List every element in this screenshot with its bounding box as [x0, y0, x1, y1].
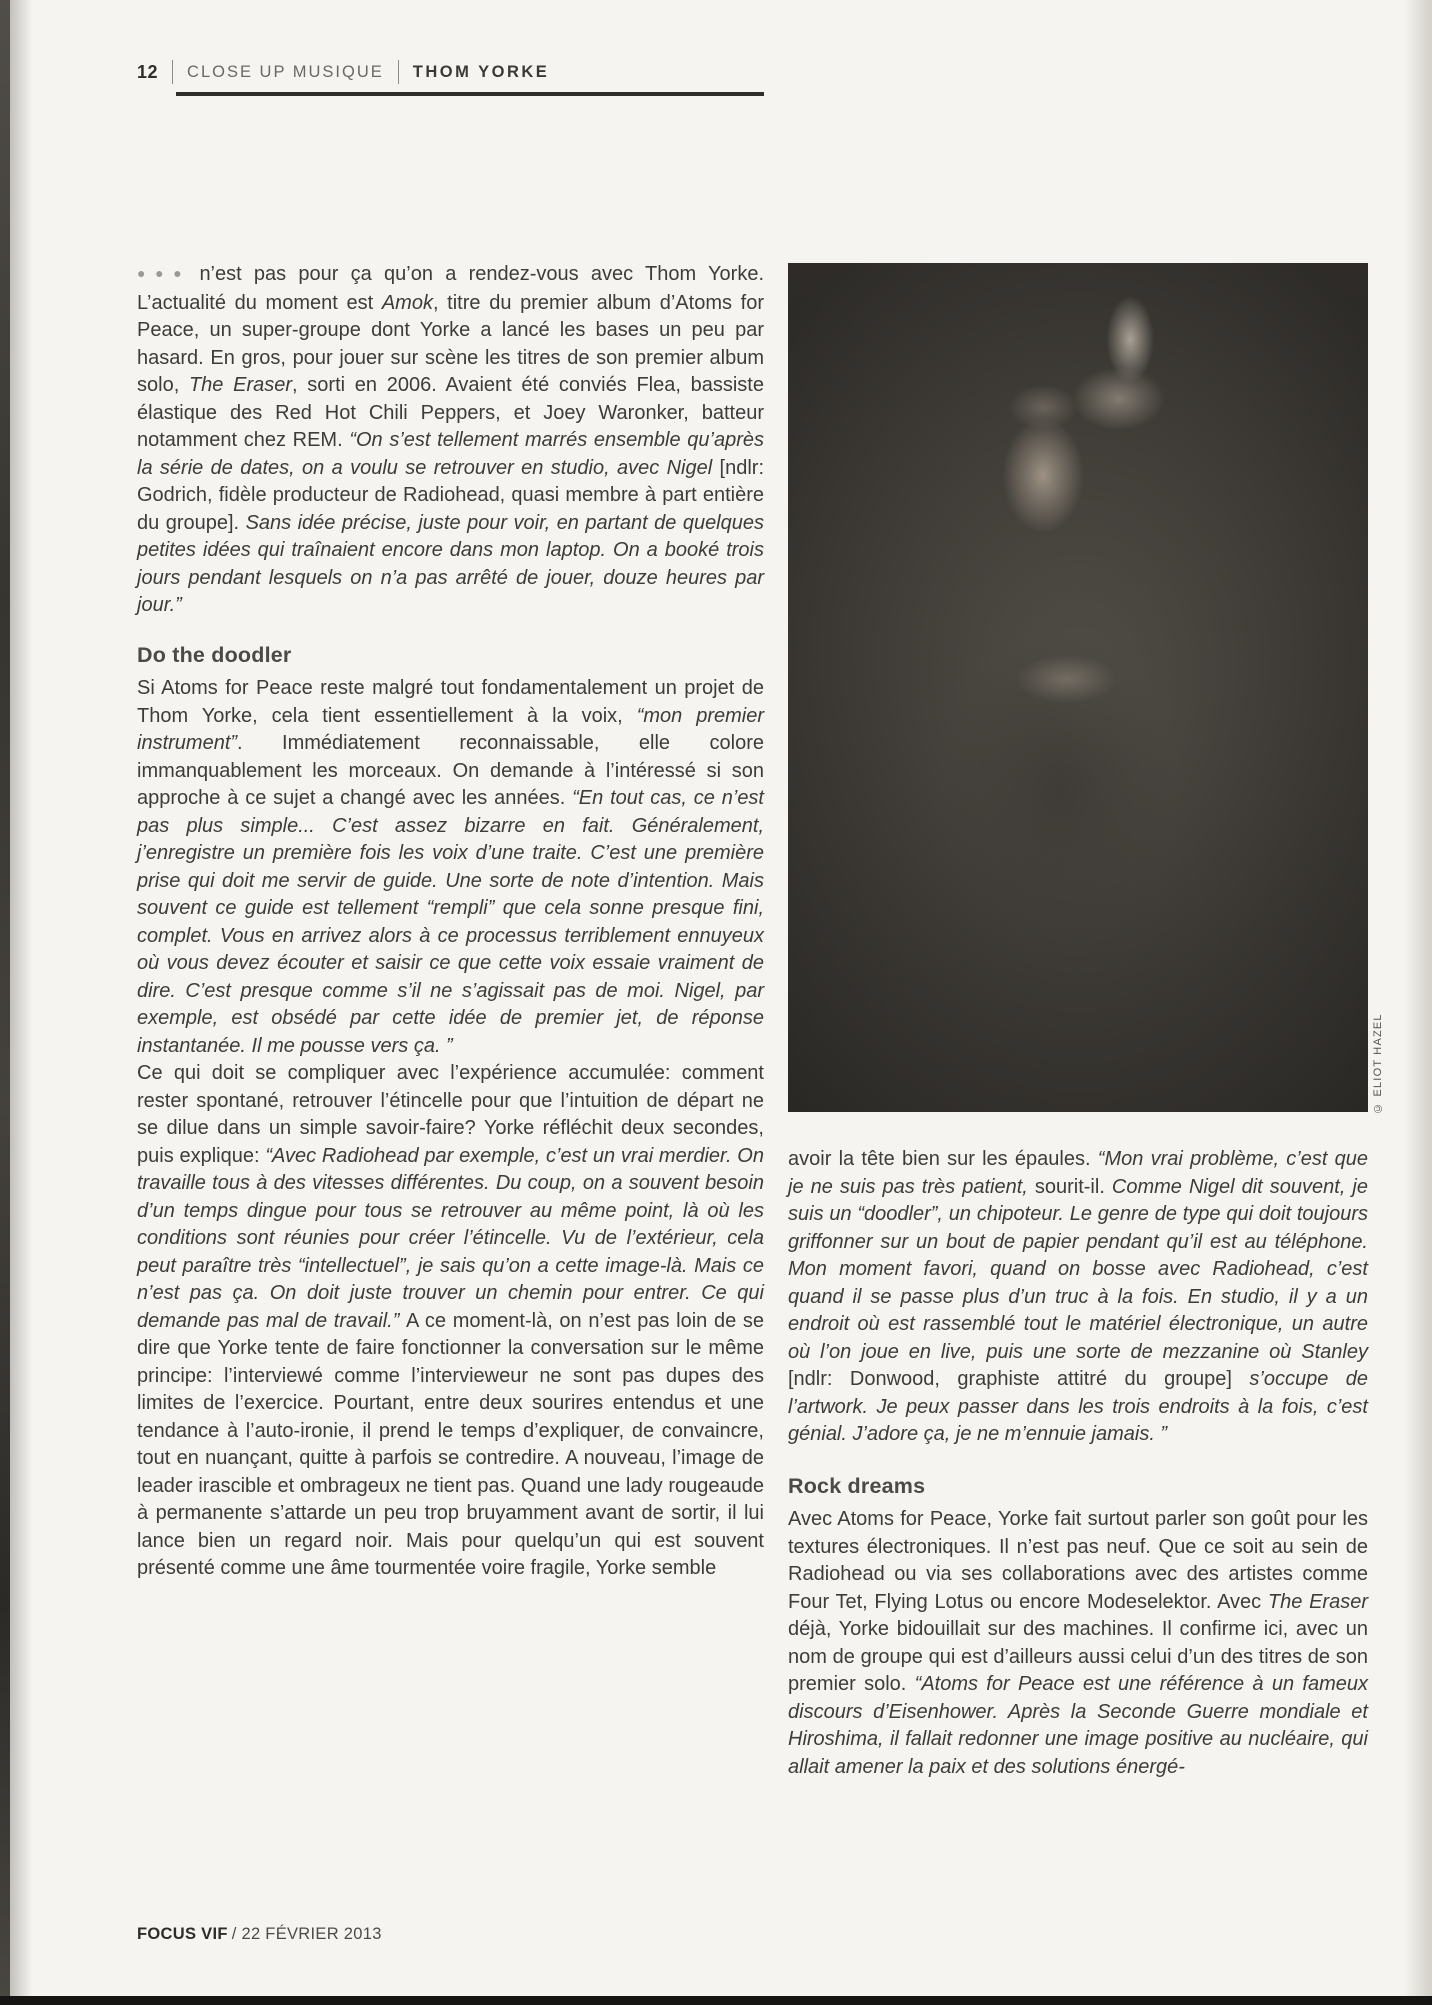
scan-edge-left-fade — [10, 0, 36, 2005]
section-label: CLOSE UP MUSIQUE — [187, 62, 384, 81]
header-divider — [398, 60, 399, 84]
left-column — [137, 261, 764, 1583]
rock-dreams-heading: Rock dreams — [788, 1473, 926, 1498]
doodler-paragraph-1: Si Atoms for Peace reste malgré tout fondamentalement un projet de Thom Yorke, cela tient essentiellement à la voix, “mon premier instrument”. Immédiatement reconnaissable, elle colore immanquablement les morceaux. On demande à l’intéressé si son approche à ce sujet a changé avec les années. “En tout cas, ce n’est pas plus simple... C’est assez bizarre en fait. Généralement, j’enregistre un première fois les voix d’une traite. C’est une première prise qui doit me servir de guide. Une sorte de note d’intention. Mais souvent ce guide est tellement “rempli” que cela sonne presque fini, complet. Vous en arrivez alors à ce processus terriblement ennuyeux où vous devez écouter et saisir ce que cette voix essaie vraiment de dire. C’est presque comme s’il ne s’agissait pas de moi. Nigel, par exemple, est obsédé par cette idée de premier jet, de réponse instantanée. Il me pousse vers ça. ” — [137, 677, 765, 1057]
scan-edge-right — [1404, 0, 1432, 2005]
doodler-heading: Do the doodler — [137, 642, 292, 667]
lead-paragraph-text: n’est pas pour ça qu’on a rendez-vous avec Thom Yorke. L’actualité du moment est Amok, titre du premier album d’Atoms for Peace, un super-groupe dont Yorke a lancé les bases un peu par hasard. En gros, pour jouer sur scène les titres de son premier album solo, The Eraser, sorti en 2006. Avaient été conviés Flea, bassiste élastique des Red Hot Chili Peppers, et Joey Waronker, batteur notamment chez REM. “On s’est tellement marrés ensemble qu’après la série de dates, on a voulu se retrouver en studio, avec Nigel [ndlr: Godrich, fidèle producteur de Radiohead, quasi membre à part entière du groupe]. Sans idée précise, juste pour voir, en partant de quelques petites idées qui traînaient encore dans mon laptop. On a booké trois jours pendant lesquels on n’a pas arrêté de jouer, douze heures par jour.” — [137, 263, 764, 616]
subject-label: THOM YORKE — [412, 62, 550, 81]
header-rule — [176, 92, 764, 96]
magazine-name: FOCUS VIF — [137, 1925, 228, 1943]
lead-bullets-icon: ●●● — [137, 265, 192, 281]
scan-edge-bottom — [0, 1996, 1432, 2005]
lead-paragraph — [137, 261, 764, 620]
photo-credit: © ELIOT HAZEL — [1372, 1013, 1384, 1114]
page-footer — [137, 1925, 382, 1944]
header-divider — [172, 60, 173, 84]
page-number: 12 — [137, 61, 159, 82]
footer-date: / 22 FÉVRIER 2013 — [231, 1925, 382, 1943]
thom-yorke-photo — [788, 263, 1368, 1112]
doodler-paragraph-continued: avoir la tête bien sur les épaules. “Mon vrai problème, c’est que je ne suis pas très patient, sourit-il. Comme Nigel dit souvent, je suis un “doodler”, un chipoteur. Le genre de type qui doit toujours griffonner sur un bout de papier pendant qu’il est au téléphone. Mon moment favori, quand on bosse avec Radiohead, c’est quand il se passe plus d’un truc à la fois. En studio, il y a un endroit où est rassemblé tout le matériel électronique, un autre où l’on joue en live, puis une sorte de mezzanine où Stanley [ndlr: Donwood, graphiste attitré du groupe] s’occupe de l’artwork. Je peux passer dans les trois endroits à la fois, c’est génial. J’adore ça, je ne m’ennuie jamais. ” — [788, 1148, 1369, 1445]
rock-dreams-paragraph: Avec Atoms for Peace, Yorke fait surtout parler son goût pour les textures électroniques. Il n’est pas neuf. Que ce soit au sein de Radiohead ou via ses collaborations avec des artistes comme Four Tet, Flying Lotus ou encore Modeselektor. Avec The Eraser déjà, Yorke bidouillait sur des machines. Il confirme ici, avec un nom de groupe qui est d’ailleurs aussi celui d’un des titres de son premier solo. “Atoms for Peace est une référence à un fameux discours d’Eisenhower. Après la Seconde Guerre mondiale et Hiroshima, il fallait redonner une image positive au nucléaire, qui allait amener la paix et des solutions énergé- — [788, 1508, 1368, 1778]
page-header — [137, 60, 549, 84]
doodler-paragraph-2: Ce qui doit se compliquer avec l’expérience accumulée: comment rester spontané, retrouver l’étincelle pour que l’intuition de départ ne se dilue dans un simple savoir-faire? Yorke réfléchit deux secondes, puis explique: “Avec Radiohead par exemple, c’est un vrai merdier. On travaille tous à des vitesses différentes. Du coup, on a souvent besoin d’un temps dingue pour tous se retrouver au même point, là où les conditions sont réunies pour créer l’étincelle. Vu de l’extérieur, cela peut paraître très “intellectuel”, je sais qu’on a cette image-là. Mais ce n’est pas ça. On doit juste trouver un chemin pour entrer. Ce qui demande pas mal de travail.” A ce moment-là, on n’est pas loin de se dire que Yorke tente de faire fonctionner la conversation sur le même principe: l’interviewé comme l’intervieweur ne sont pas dupes des limites de l’exercice. Pourtant, entre deux sourires entendus et une tendance à l’auto-ironie, il prend le temps d’expliquer, de convaincre, tout en nuançant, quitte à parfois se contredire. A nouveau, l’image de leader irascible et ombrageux ne tient pas. Quand une lady rougeaude à permanente s’attarde un peu trop bruyamment avant de sortir, il lui lance bien un regard noir. Mais pour quelqu’un qui est souvent présenté comme une âme tourmentée voire fragile, Yorke semble — [137, 1062, 764, 1579]
scan-edge-left — [0, 0, 10, 2005]
right-column — [788, 1146, 1368, 1781]
